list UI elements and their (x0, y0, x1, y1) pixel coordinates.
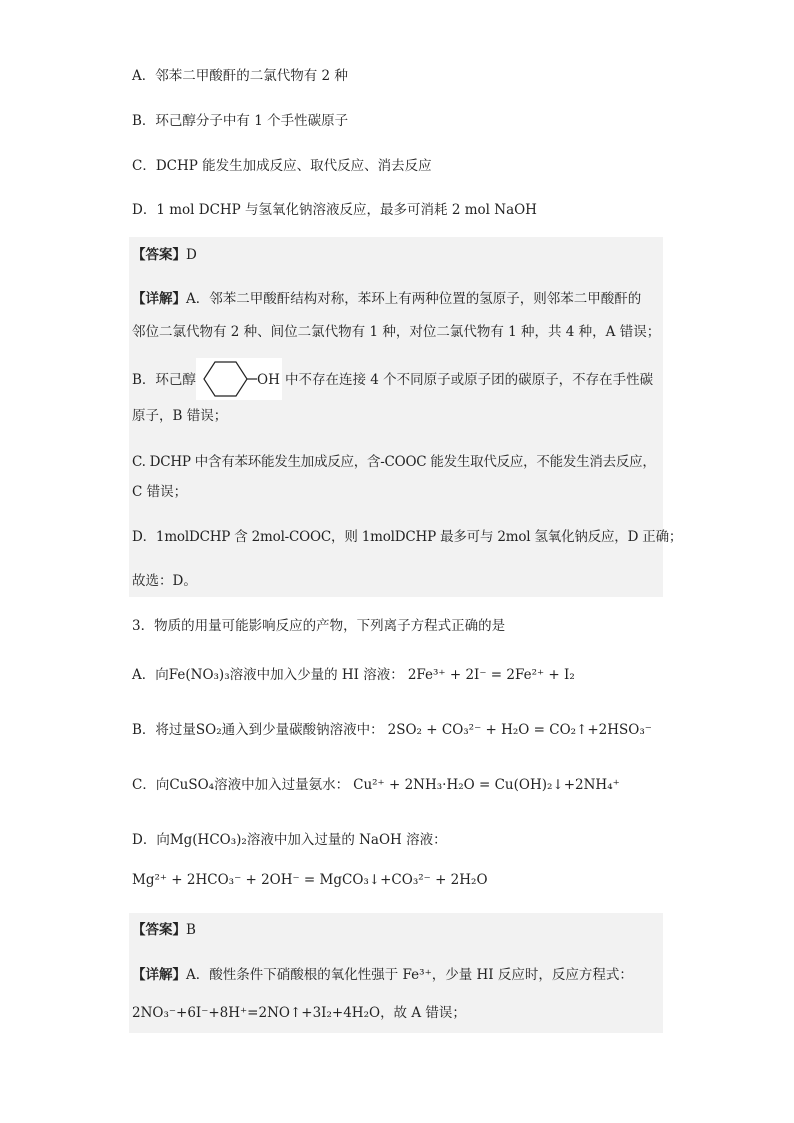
q3-answer (132, 920, 196, 940)
equation: Cu²⁺ + 2NH₃·H₂O = Cu(OH)₂↓+2NH₄⁺ (353, 777, 620, 793)
q2-option-a: A．邻苯二甲酸酐的二氯代物有 2 种 (132, 68, 348, 84)
equation: 2SO₂ + CO₃²⁻ + H₂O = CO₂↑+2HSO₃⁻ (387, 722, 652, 738)
q2-answer (132, 245, 197, 265)
answer-label: 【答案】 (132, 247, 186, 263)
q2-detail-b-line2: 原子，B 错误； (132, 408, 228, 424)
q3-detail-a-line2: 2NO₃⁻+6I⁻+8H⁺=2NO↑+3I₂+4H₂O，故 A 错误； (132, 1005, 466, 1021)
q2-detail-b-line1: 中不存在连接 4 个不同原子或原子团的碳原子，不存在手性碳 (285, 372, 654, 388)
answer-value: D (186, 247, 197, 263)
detail-label: 【详解】 (132, 967, 186, 983)
reagent: Mg(HCO₃)₂ (169, 832, 247, 848)
q3-stem: 3．物质的用量可能影响反应的产物，下列离子方程式正确的是 (132, 618, 506, 634)
q3-option-a: A．向Fe(NO₃)₃溶液中加入少量的 HI 溶液： 2Fe³⁺ + 2I⁻ = 2Fe²⁺ + I₂ (132, 667, 575, 683)
q3-detail-a-line1: 【详解】A．酸性条件下硝酸根的氧化性强于 Fe³⁺，少量 HI 反应时，反应方程式： (132, 967, 633, 983)
q3-option-c: C．向CuSO₄溶液中加入过量氨水： Cu²⁺ + 2NH₃·H₂O = Cu(OH)₂↓+2NH₄⁺ (132, 777, 620, 793)
detail-label: 【详解】 (132, 291, 186, 307)
equation: 2NO₃⁻+6I⁻+8H⁺=2NO↑+3I₂+4H₂O (132, 1005, 381, 1021)
q3-option-d-equation: Mg²⁺ + 2HCO₃⁻ + 2OH⁻ = MgCO₃↓+CO₃²⁻ + 2H₂O (132, 872, 488, 888)
hydroxyl-label: OH (257, 372, 280, 388)
equation: 2Fe³⁺ + 2I⁻ = 2Fe²⁺ + I₂ (407, 667, 575, 683)
q2-detail-c-line2: C 错误； (132, 484, 188, 500)
reagent: Fe(NO₃)₃ (168, 667, 230, 683)
reagent: SO₂ (195, 722, 222, 738)
q2-detail-a-line1: 【详解】A．邻苯二甲酸酐结构对称，苯环上有两种位置的氢原子，则邻苯二甲酸酐的 (132, 291, 642, 307)
answer-value: B (186, 922, 196, 938)
q2-detail-c-line1: C. DCHP 中含有苯环能发生加成反应，含-COOC 能发生取代反应，不能发生消去反应， (132, 454, 656, 470)
q3-option-d: D．向Mg(HCO₃)₂溶液中加入过量的 NaOH 溶液： (132, 832, 447, 848)
answer-label: 【答案】 (132, 922, 186, 938)
q2-detail-b-prefix: B．环己醇 (132, 372, 196, 388)
q3-option-b: B．将过量SO₂通入到少量碳酸钠溶液中： 2SO₂ + CO₃²⁻ + H₂O = CO₂↑+2HSO₃⁻ (132, 722, 652, 738)
q2-option-c: C．DCHP 能发生加成反应、取代反应、消去反应 (132, 158, 432, 174)
q2-detail-a-line2: 邻位二氯代物有 2 种、间位二氯代物有 1 种，对位二氯代物有 1 种，共 4 种，A 错误； (132, 324, 661, 340)
q2-conclusion: 故选：D。 (132, 573, 197, 589)
reagent: CuSO₄ (169, 777, 215, 793)
q2-detail-d: D．1molDCHP 含 2mol-COOC，则 1molDCHP 最多可与 2mol 氢氧化钠反应，D 正确； (132, 529, 683, 545)
q2-option-d: D．1 mol DCHP 与氢氧化钠溶液反应，最多可消耗 2 mol NaOH (132, 202, 537, 218)
q2-option-b: B．环己醇分子中有 1 个手性碳原子 (132, 113, 349, 129)
